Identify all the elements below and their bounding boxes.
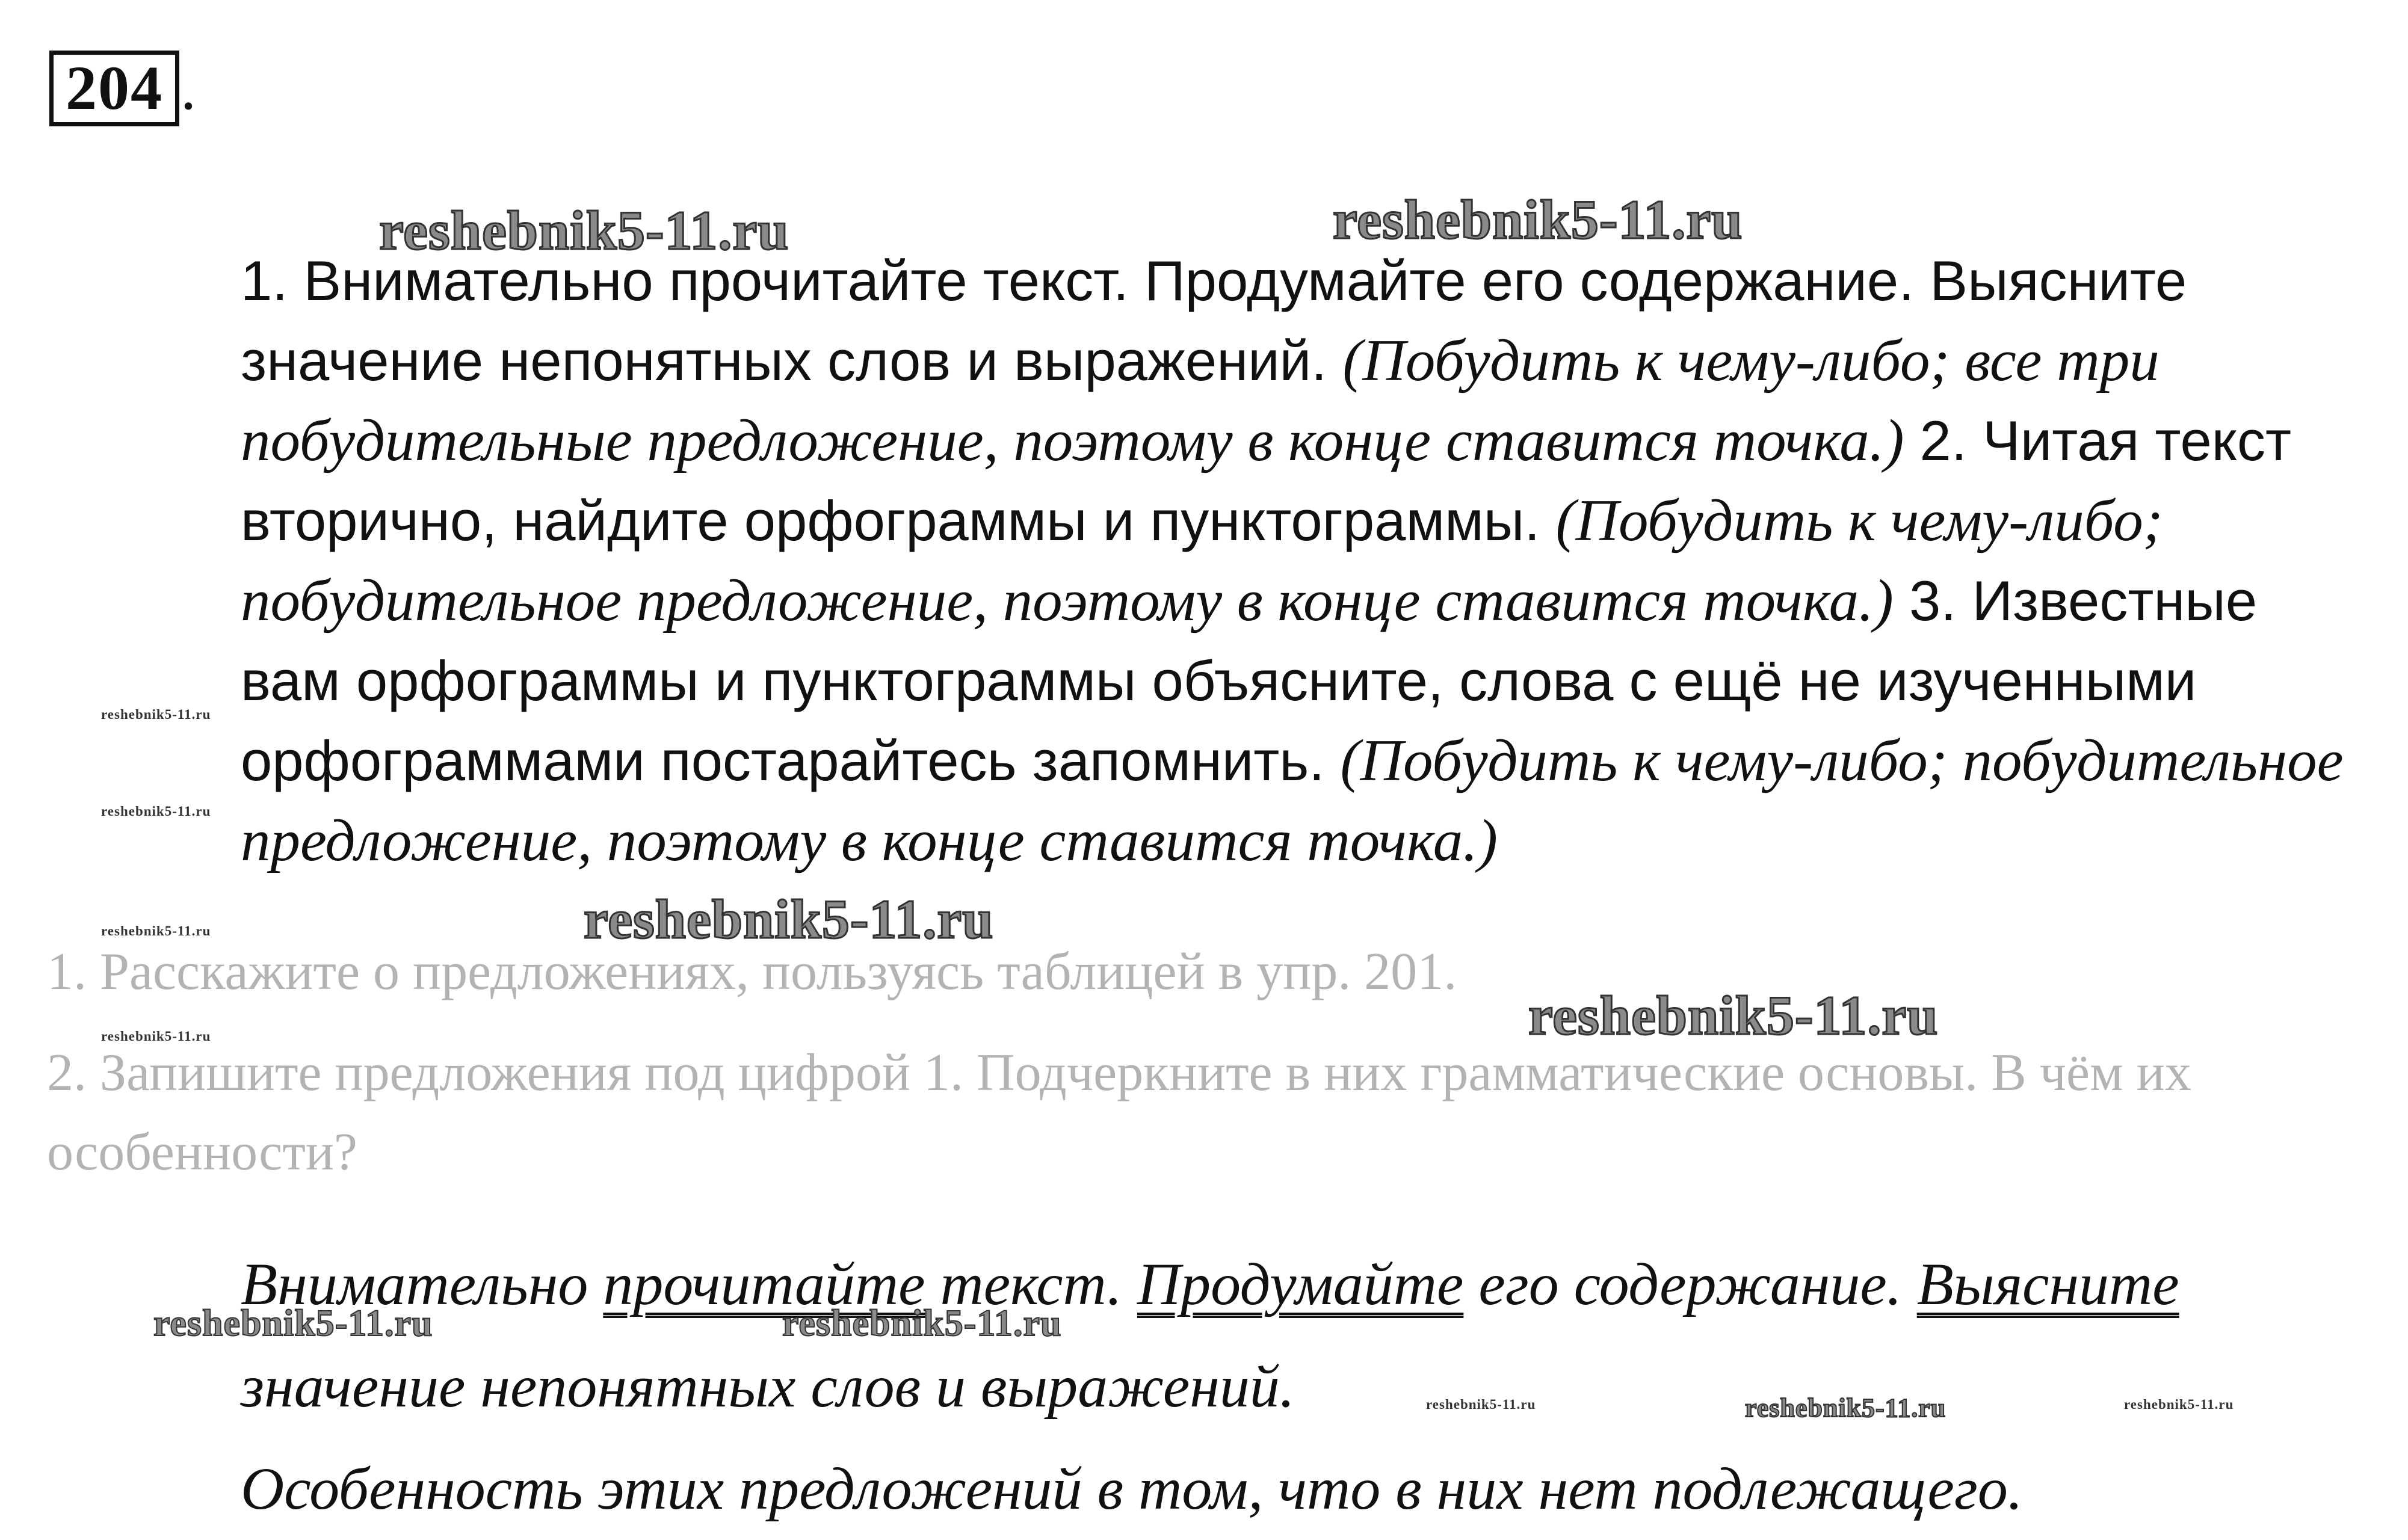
watermark: reshebnik5-11.ru: [1333, 189, 1743, 250]
watermark: reshebnik5-11.ru: [101, 707, 211, 722]
predicate-vyyasnite: Выясните: [1916, 1251, 2179, 1317]
predicate-prochitayte: прочитайте: [603, 1251, 925, 1317]
sentence-3-text: 3. Известные вам орфограммы и пунктограммы объясните, слова с ещё не изученными орфограммами постарайтесь запомнить.: [241, 569, 2258, 792]
sentence-2-note: (Побудить к чему-либо; побудительное предложение, поэтому в конце ставится точка.): [241, 488, 2163, 633]
answer-block: [47, 1233, 2357, 1540]
watermark: reshebnik5-11.ru: [153, 1303, 433, 1344]
watermark: reshebnik5-11.ru: [101, 923, 211, 938]
answer-conclusion: Особенность этих предложений в том, что в них нет подлежащего.: [241, 1455, 2023, 1522]
sentence-1-text: 1. Внимательно прочитайте текст. Продумайте его содержание. Выясните значение непонятных слов и выражений.: [241, 249, 2187, 392]
watermark: reshebnik5-11.ru: [101, 1029, 211, 1044]
task-1: 1. Расскажите о предложениях, пользуясь таблицей в упр. 201.: [47, 943, 1457, 1001]
exercise-number: 204: [49, 51, 179, 126]
watermark: reshebnik5-11.ru: [782, 1303, 1062, 1344]
watermark: reshebnik5-11.ru: [1426, 1397, 1536, 1412]
sentence-3-note: (Побудить к чему-либо; побудительное предложение, поэтому в конце ставится точка.): [241, 728, 2344, 873]
answer-word-1: Внимательно: [241, 1251, 588, 1317]
answer-sentence-1: [47, 1233, 2357, 1438]
analysis-paragraph-body: [47, 241, 2357, 881]
answer-word-3: текст.: [940, 1251, 1122, 1317]
task-2: 2. Запишите предложения под цифрой 1. Подчеркните в них грамматические основы. В чём их особенности?: [47, 1044, 2191, 1181]
watermark: reshebnik5-11.ru: [1745, 1393, 1946, 1423]
watermark: reshebnik5-11.ru: [1528, 985, 1939, 1046]
exercise-tasks: [47, 932, 2357, 1192]
answer-word-5: его содержание.: [1478, 1251, 1902, 1317]
sentence-2-text: 2. Читая текст вторично, найдите орфограммы и пунктограммы.: [241, 409, 2292, 552]
answer-word-7: значение непонятных слов и выражений.: [241, 1353, 1295, 1420]
watermark: reshebnik5-11.ru: [584, 889, 994, 950]
watermark: reshebnik5-11.ru: [2124, 1397, 2234, 1412]
predicate-produmayte: Продумайте: [1137, 1251, 1464, 1317]
sentence-1-note: (Побудить к чему-либо; все три побудительные предложение, поэтому в конце ставится точка.): [241, 328, 2159, 473]
exercise-number-dot: .: [181, 54, 196, 123]
watermark: reshebnik5-11.ru: [101, 804, 211, 819]
analysis-paragraph: [47, 241, 2357, 881]
watermark: reshebnik5-11.ru: [379, 200, 789, 261]
